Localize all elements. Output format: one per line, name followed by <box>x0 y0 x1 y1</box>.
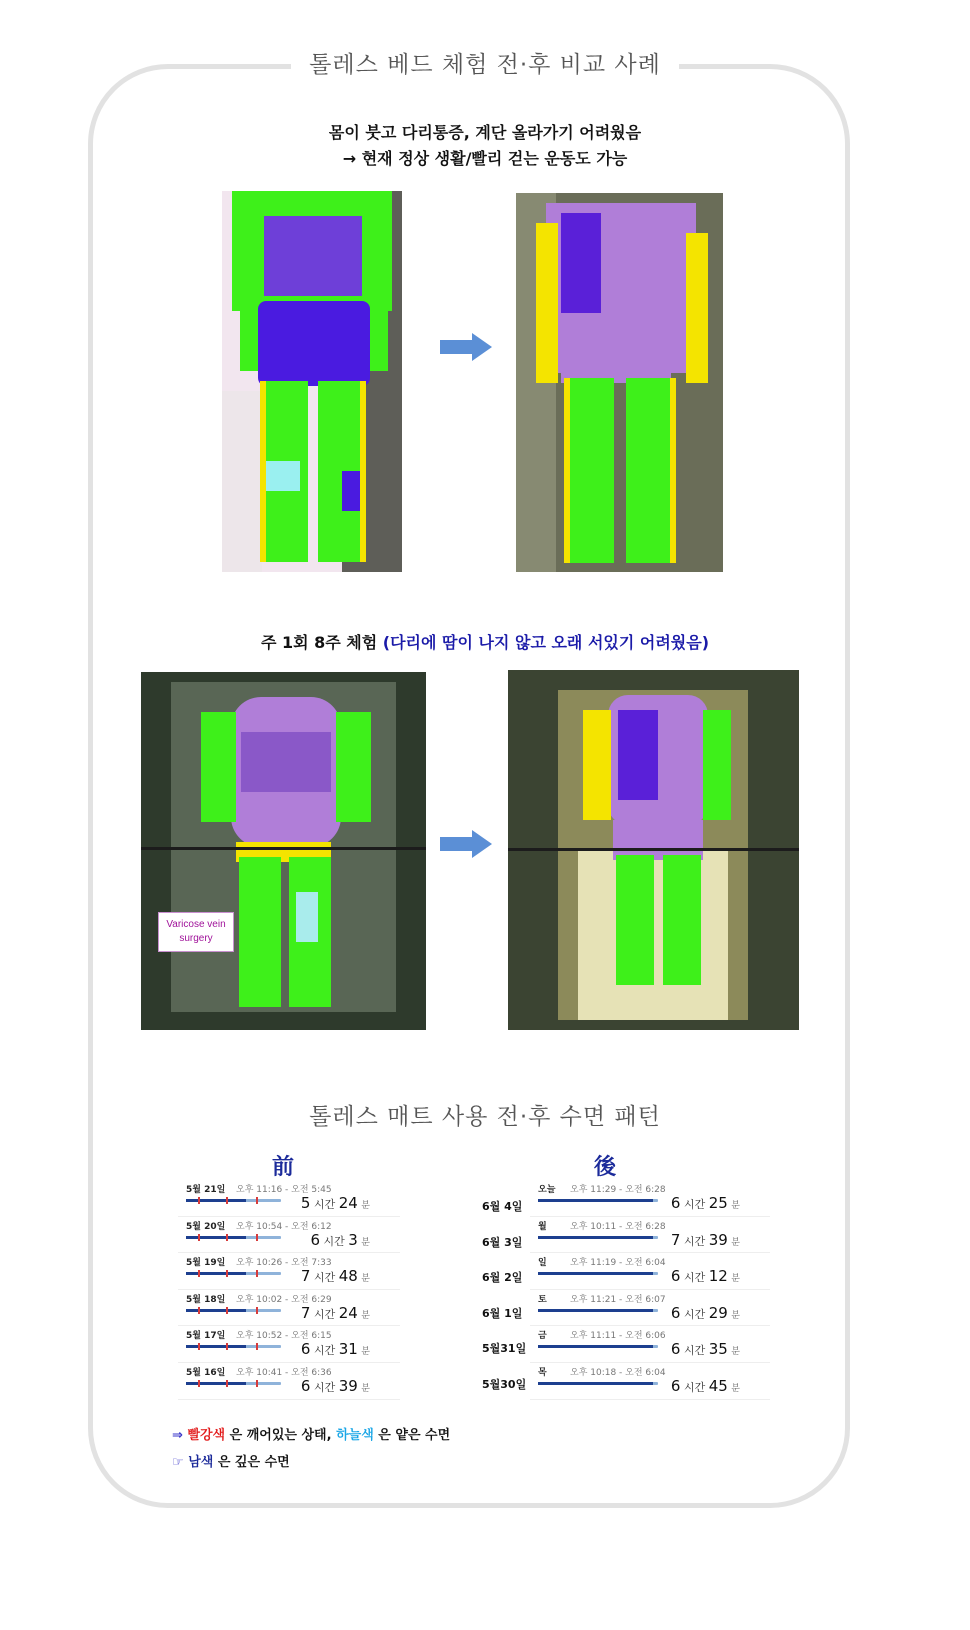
sleep-log-time-range: 오후 10:52 - 오전 6:15 <box>236 1331 332 1342</box>
sleep-timeline-bar <box>538 1382 658 1385</box>
awake-marker <box>226 1234 228 1241</box>
sleep-duration-part: 분 <box>361 1347 370 1358</box>
sleep-log-time-range: 오후 11:29 - 오전 6:28 <box>570 1185 666 1195</box>
awake-marker <box>226 1270 228 1277</box>
sleep-duration-part: 시간 <box>313 1344 336 1358</box>
legend-line-2: ☞ 남색 은 깊은 수면 <box>172 1455 290 1470</box>
sleep-timeline-bar <box>538 1309 658 1312</box>
deep-sleep-segment <box>538 1199 653 1202</box>
sleep-duration-part: 분 <box>731 1237 740 1248</box>
sleep-log-time-range: 오후 10:18 - 오전 6:04 <box>570 1367 666 1378</box>
sleep-duration-part: 시간 <box>683 1234 706 1248</box>
sleep-duration-part: 35 <box>708 1340 728 1359</box>
sleep-duration-part: 분 <box>361 1201 370 1211</box>
sleep-timeline-bar <box>538 1272 658 1275</box>
sleep-duration-part: 분 <box>731 1201 740 1211</box>
sleep-duration-part: 분 <box>361 1310 370 1321</box>
sleep-log-after <box>530 1180 770 1400</box>
sleep-duration-part: 7 <box>670 1230 681 1249</box>
sleep-log-side-date: 6월 2일 <box>482 1271 523 1285</box>
section-title-sleep: 톨레스 매트 사용 전·후 수면 패턴 <box>309 1104 661 1130</box>
sleep-log-row <box>178 1363 400 1400</box>
thermal-photo-case1-after <box>516 193 723 572</box>
sleep-duration-part: 시간 <box>683 1307 706 1321</box>
sleep-duration-part: 시간 <box>683 1380 706 1394</box>
sleep-log-date: 목 <box>538 1367 547 1378</box>
sleep-log-row <box>530 1363 770 1400</box>
sleep-duration-part: 24 <box>338 1194 358 1212</box>
sleep-duration-part: 7 <box>300 1303 311 1322</box>
sleep-duration <box>301 1304 370 1322</box>
awake-marker <box>256 1380 258 1387</box>
sleep-duration-part: 시간 <box>313 1271 336 1285</box>
awake-marker <box>226 1380 228 1387</box>
sleep-log-time-range: 오후 10:11 - 오전 6:28 <box>570 1221 666 1232</box>
sleep-duration-part: 분 <box>731 1347 740 1358</box>
sleep-duration-part: 시간 <box>313 1307 336 1321</box>
sleep-duration-part: 시간 <box>683 1344 706 1358</box>
sleep-log-row <box>178 1253 400 1290</box>
awake-marker <box>198 1270 200 1277</box>
sleep-duration <box>301 1377 370 1395</box>
sleep-timeline-bar <box>186 1309 281 1312</box>
deep-sleep-segment <box>186 1382 246 1385</box>
sleep-duration-part: 48 <box>338 1267 358 1286</box>
sleep-timeline-bar <box>186 1272 281 1275</box>
sleep-log-row <box>530 1253 770 1290</box>
deep-sleep-segment <box>538 1309 653 1312</box>
sleep-log-time-range: 오후 11:21 - 오전 6:07 <box>570 1294 666 1305</box>
sleep-timeline-bar <box>538 1236 658 1239</box>
sleep-duration-part: 분 <box>361 1237 370 1248</box>
deep-sleep-segment <box>538 1345 653 1348</box>
sleep-log-date: 5월 21일 <box>186 1185 226 1195</box>
sleep-log-date: 오늘 <box>538 1185 556 1195</box>
legend-line-1: ⇒ 빨강색 은 깨어있는 상태, 하늘색 은 얕은 수면 <box>172 1428 451 1443</box>
deep-sleep-segment <box>538 1382 653 1385</box>
sleep-duration-part: 시간 <box>313 1198 336 1211</box>
sleep-duration-part: 6 <box>310 1230 320 1249</box>
sleep-timeline-bar <box>186 1236 281 1239</box>
arrow-right-icon <box>440 333 492 365</box>
sleep-log-row <box>178 1326 400 1363</box>
deep-sleep-segment <box>538 1236 653 1239</box>
after-label: 後 <box>594 1154 617 1180</box>
sleep-timeline-bar <box>538 1345 658 1348</box>
sleep-log-date: 5월 17일 <box>186 1331 226 1342</box>
sleep-log-date: 5월 19일 <box>186 1258 226 1269</box>
case2-caption: 주 1회 8주 체험 (다리에 땀이 나지 않고 오래 서있기 어려웠음) <box>260 633 710 652</box>
sleep-duration <box>671 1304 740 1322</box>
deep-sleep-segment <box>186 1309 246 1312</box>
sleep-duration-part: 31 <box>338 1340 358 1359</box>
sleep-duration-part: 분 <box>731 1274 740 1285</box>
sleep-log-date: 금 <box>538 1331 547 1342</box>
sleep-log-date: 일 <box>538 1258 547 1269</box>
sleep-log-date: 토 <box>538 1294 547 1305</box>
sleep-log-row <box>530 1326 770 1363</box>
sleep-timeline-bar <box>538 1199 658 1202</box>
awake-marker <box>198 1234 200 1241</box>
thermal-photo-case2-before <box>141 672 426 1030</box>
sleep-duration-part: 39 <box>708 1230 728 1249</box>
sleep-duration <box>310 1231 370 1249</box>
sleep-log-row <box>530 1180 770 1217</box>
sleep-log-side-date: 5월30일 <box>482 1378 527 1391</box>
sleep-log-time-range: 오후 11:16 - 오전 5:45 <box>236 1185 332 1195</box>
sleep-duration <box>301 1340 370 1358</box>
sleep-duration-part: 45 <box>708 1376 728 1395</box>
awake-marker <box>256 1307 258 1314</box>
sleep-duration-part: 25 <box>708 1194 728 1212</box>
awake-marker <box>226 1197 228 1204</box>
sleep-duration-part: 시간 <box>323 1234 345 1248</box>
deep-sleep-segment <box>186 1345 246 1348</box>
awake-marker <box>198 1197 200 1204</box>
deep-sleep-segment <box>538 1272 653 1275</box>
sleep-log-side-date: 6월 1일 <box>482 1306 523 1320</box>
awake-marker <box>198 1343 200 1350</box>
sleep-duration-part: 6 <box>670 1194 681 1212</box>
sleep-log-time-range: 오후 10:02 - 오전 6:29 <box>236 1294 332 1305</box>
deep-sleep-segment <box>186 1272 246 1275</box>
sleep-log-time-range: 오후 11:11 - 오전 6:06 <box>570 1331 666 1342</box>
awake-marker <box>198 1307 200 1314</box>
varicose-vein-label: Varicose vein surgery <box>158 912 234 952</box>
sleep-log-row <box>178 1180 400 1217</box>
sleep-duration <box>671 1231 740 1249</box>
sleep-log-date: 5월 18일 <box>186 1294 226 1305</box>
case1-caption: 몸이 붓고 다리통증, 계단 올라가기 어려웠음 → 현재 정상 생활/빨리 걷는 운동도 가능 <box>328 123 642 168</box>
sleep-duration <box>671 1377 740 1395</box>
deep-sleep-segment <box>186 1236 246 1239</box>
sleep-log-row <box>178 1217 400 1254</box>
sleep-duration-part: 6 <box>300 1340 311 1359</box>
thermal-photo-case1-before <box>222 191 402 572</box>
sleep-duration-part: 12 <box>708 1267 728 1286</box>
sleep-duration-part: 분 <box>361 1274 370 1285</box>
sleep-duration-part: 6 <box>670 1340 681 1359</box>
sleep-duration-part: 6 <box>670 1376 681 1395</box>
sleep-log-row <box>530 1217 770 1254</box>
sleep-duration <box>671 1267 740 1285</box>
awake-marker <box>226 1343 228 1350</box>
sleep-duration-part: 6 <box>300 1376 311 1395</box>
sleep-duration-part: 6 <box>670 1303 681 1322</box>
sleep-duration-part: 분 <box>731 1383 740 1394</box>
sleep-log-date: 5월 20일 <box>186 1221 226 1232</box>
sleep-duration <box>671 1340 740 1358</box>
sleep-timeline-bar <box>186 1382 281 1385</box>
sleep-duration-part: 3 <box>348 1230 358 1249</box>
sleep-duration-part: 시간 <box>683 1198 706 1211</box>
sleep-duration-part: 시간 <box>683 1271 706 1285</box>
awake-marker <box>226 1307 228 1314</box>
sleep-duration-part: 6 <box>670 1267 681 1286</box>
sleep-duration <box>301 1194 370 1212</box>
thermal-photo-case2-after <box>508 670 799 1030</box>
sleep-duration-part: 5 <box>300 1194 311 1212</box>
sleep-log-row <box>530 1290 770 1327</box>
sleep-log-date: 월 <box>538 1221 547 1232</box>
sleep-duration-part: 24 <box>338 1303 358 1322</box>
sleep-log-time-range: 오후 11:19 - 오전 6:04 <box>570 1258 666 1269</box>
sleep-duration-part: 39 <box>338 1376 358 1395</box>
section-title-comparison: 톨레스 베드 체험 전·후 비교 사례 <box>0 46 970 79</box>
sleep-log-time-range: 오후 10:26 - 오전 7:33 <box>236 1258 332 1269</box>
sleep-duration-part: 분 <box>731 1310 740 1321</box>
sleep-duration <box>301 1267 370 1285</box>
sleep-log-side-date: 6월 3일 <box>482 1235 523 1249</box>
sleep-log-time-range: 오후 10:54 - 오전 6:12 <box>236 1221 332 1232</box>
sleep-duration-part: 7 <box>300 1267 311 1286</box>
sleep-log-side-date: 6월 4일 <box>482 1200 523 1213</box>
sleep-duration-part: 시간 <box>313 1380 336 1394</box>
sleep-duration <box>671 1194 740 1212</box>
sleep-duration-part: 29 <box>708 1303 728 1322</box>
sleep-log-row <box>178 1290 400 1327</box>
sleep-timeline-bar <box>186 1345 281 1348</box>
awake-marker <box>256 1234 258 1241</box>
sleep-duration-part: 분 <box>361 1383 370 1394</box>
deep-sleep-segment <box>186 1199 246 1202</box>
awake-marker <box>256 1270 258 1277</box>
awake-marker <box>198 1380 200 1387</box>
sleep-log-before <box>178 1180 400 1400</box>
sleep-log-date: 5월 16일 <box>186 1367 226 1378</box>
awake-marker <box>256 1343 258 1350</box>
awake-marker <box>256 1197 258 1204</box>
arrow-right-icon <box>440 830 492 862</box>
sleep-timeline-bar <box>186 1199 281 1202</box>
before-label: 前 <box>272 1154 295 1180</box>
sleep-log-side-date: 5월31일 <box>482 1342 527 1356</box>
sleep-log-time-range: 오후 10:41 - 오전 6:36 <box>236 1367 332 1378</box>
